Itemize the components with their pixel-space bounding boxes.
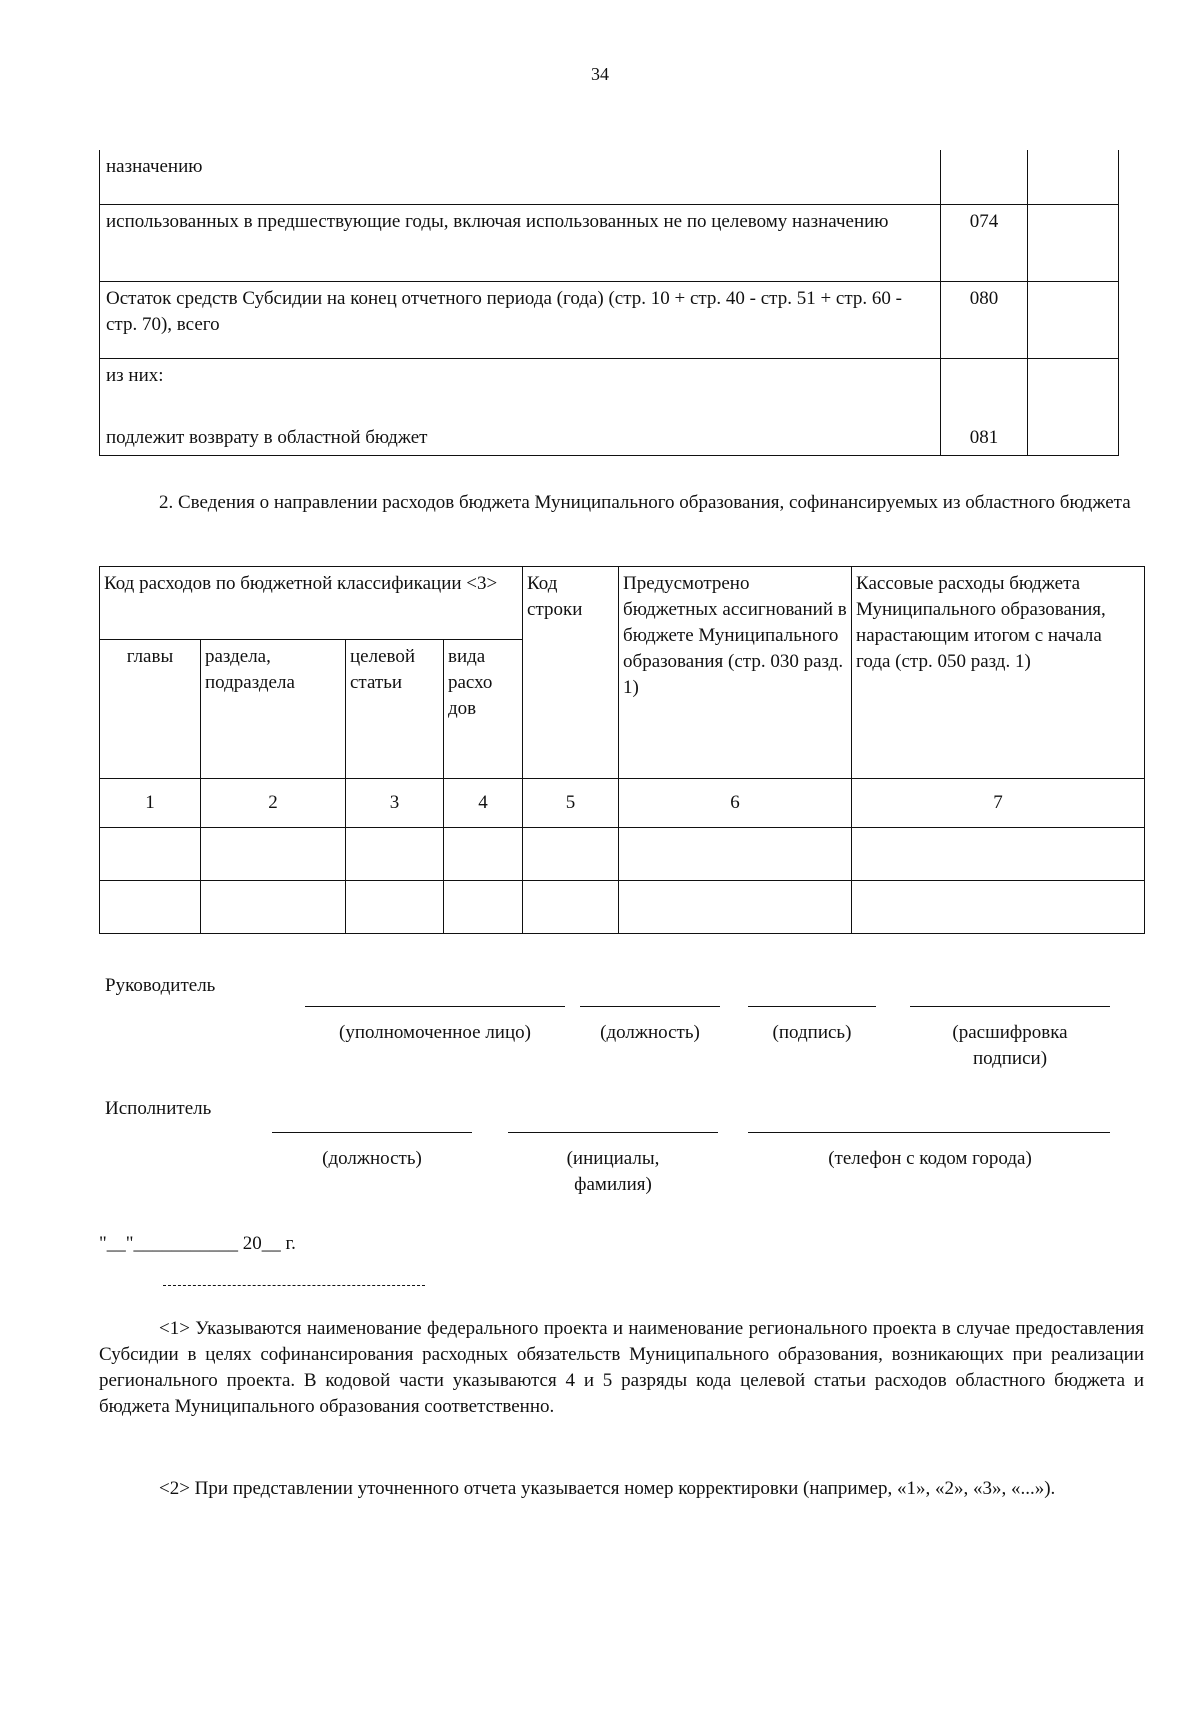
empty-cell xyxy=(100,828,201,881)
executor-caption-name: (инициалы, фамилия) xyxy=(566,1148,660,1195)
footnote-separator xyxy=(163,1285,425,1286)
header-line-code: Код строки xyxy=(523,567,619,779)
date-line: "__"___________ 20__ г. xyxy=(99,1233,296,1254)
signature-line xyxy=(910,1006,1110,1007)
header-planned: Предусмотрено бюджетных ассигнований в бюджете Муниципального образования (стр. 030 разд. 1) xyxy=(619,567,852,779)
row-value xyxy=(1028,150,1119,205)
head-caption-position: (должность) xyxy=(600,1022,700,1043)
signature-line xyxy=(748,1006,876,1007)
empty-cell xyxy=(852,881,1145,934)
empty-cell xyxy=(346,828,444,881)
row-label: использованных в предшествующие годы, включая использованных не по целевому назначению xyxy=(100,205,941,282)
header-budget-codes: Код расходов по бюджетной классификации <3> xyxy=(100,567,523,640)
section-heading: 2. Сведения о направлении расходов бюджета Муниципального образования, софинансируемых из областного бюджета xyxy=(159,492,1131,513)
empty-cell xyxy=(346,881,444,934)
empty-cell xyxy=(100,881,201,934)
signature-line xyxy=(508,1132,718,1133)
subheader-section: раздела, подраздела xyxy=(201,640,346,779)
executor-label: Исполнитель xyxy=(105,1098,212,1119)
empty-cell xyxy=(852,828,1145,881)
row-label xyxy=(100,359,941,456)
table-row xyxy=(100,881,1145,934)
column-number: 5 xyxy=(523,779,619,828)
column-number: 1 xyxy=(100,779,201,828)
column-numbers-row xyxy=(100,779,1145,828)
head-caption-signature: (подпись) xyxy=(772,1022,852,1043)
signature-line xyxy=(272,1132,472,1133)
row-code: 080 xyxy=(941,282,1028,359)
footnote-1: <1> Указываются наименование федерального проекта и наименование регионального проекта в случае предоставления Субсидии в целях софинансирования расходных обязательств Муниципального образования, возникающих при реализации регионального проекта. В кодовой части указываются 4 и 5 разряды кода целевой статьи расходов областного бюджета и бюджета Муниципального образования соответственно. xyxy=(99,1318,1144,1417)
empty-cell xyxy=(201,828,346,881)
subheader-target: целевой статьи xyxy=(346,640,444,779)
empty-cell xyxy=(444,881,523,934)
head-label: Руководитель xyxy=(105,975,216,996)
row-value xyxy=(1028,205,1119,282)
row-label: назначению xyxy=(100,150,941,205)
empty-cell xyxy=(619,828,852,881)
row-code: 081 xyxy=(941,359,1028,456)
header-cash: Кассовые расходы бюджета Муниципального образования, нарастающим итогом с начала года (стр. 050 разд. 1) xyxy=(852,567,1145,779)
column-number: 6 xyxy=(619,779,852,828)
row-label-top: из них: xyxy=(106,365,164,386)
expenses-table xyxy=(99,566,1145,934)
head-caption-name: (расшифровка подписи) xyxy=(952,1022,1068,1069)
table-row xyxy=(100,150,1119,205)
row-label: Остаток средств Субсидии на конец отчетного периода (года) (стр. 10 + стр. 40 - стр. 51 + стр. 60 - стр. 70), всего xyxy=(100,282,941,359)
header-row xyxy=(100,567,1145,640)
empty-cell xyxy=(523,828,619,881)
empty-cell xyxy=(444,828,523,881)
head-caption-authorized: (уполномоченное лицо) xyxy=(339,1022,531,1043)
row-value xyxy=(1028,282,1119,359)
table-row xyxy=(100,359,1119,456)
column-number: 2 xyxy=(201,779,346,828)
footnote-2: <2> При представлении уточненного отчета указывается номер корректировки (например, «1», «2», «3», «...»). xyxy=(159,1478,1056,1499)
report-table-continuation xyxy=(99,150,1119,456)
page-number: 34 xyxy=(591,64,609,84)
row-value xyxy=(1028,359,1119,456)
row-label-bottom: подлежит возврату в областной бюджет xyxy=(106,427,428,448)
executor-caption-phone: (телефон с кодом города) xyxy=(828,1148,1032,1169)
empty-cell xyxy=(619,881,852,934)
signature-line xyxy=(305,1006,565,1007)
column-number: 3 xyxy=(346,779,444,828)
signature-line xyxy=(748,1132,1110,1133)
signature-line xyxy=(580,1006,720,1007)
column-number: 4 xyxy=(444,779,523,828)
executor-caption-position: (должность) xyxy=(322,1148,422,1169)
column-number: 7 xyxy=(852,779,1145,828)
table-row xyxy=(100,282,1119,359)
subheader-chapter: главы xyxy=(100,640,201,779)
table-row xyxy=(100,205,1119,282)
empty-cell xyxy=(201,881,346,934)
row-code: 074 xyxy=(941,205,1028,282)
empty-cell xyxy=(523,881,619,934)
table-row xyxy=(100,828,1145,881)
row-code xyxy=(941,150,1028,205)
subheader-type: вида расхо дов xyxy=(444,640,523,779)
